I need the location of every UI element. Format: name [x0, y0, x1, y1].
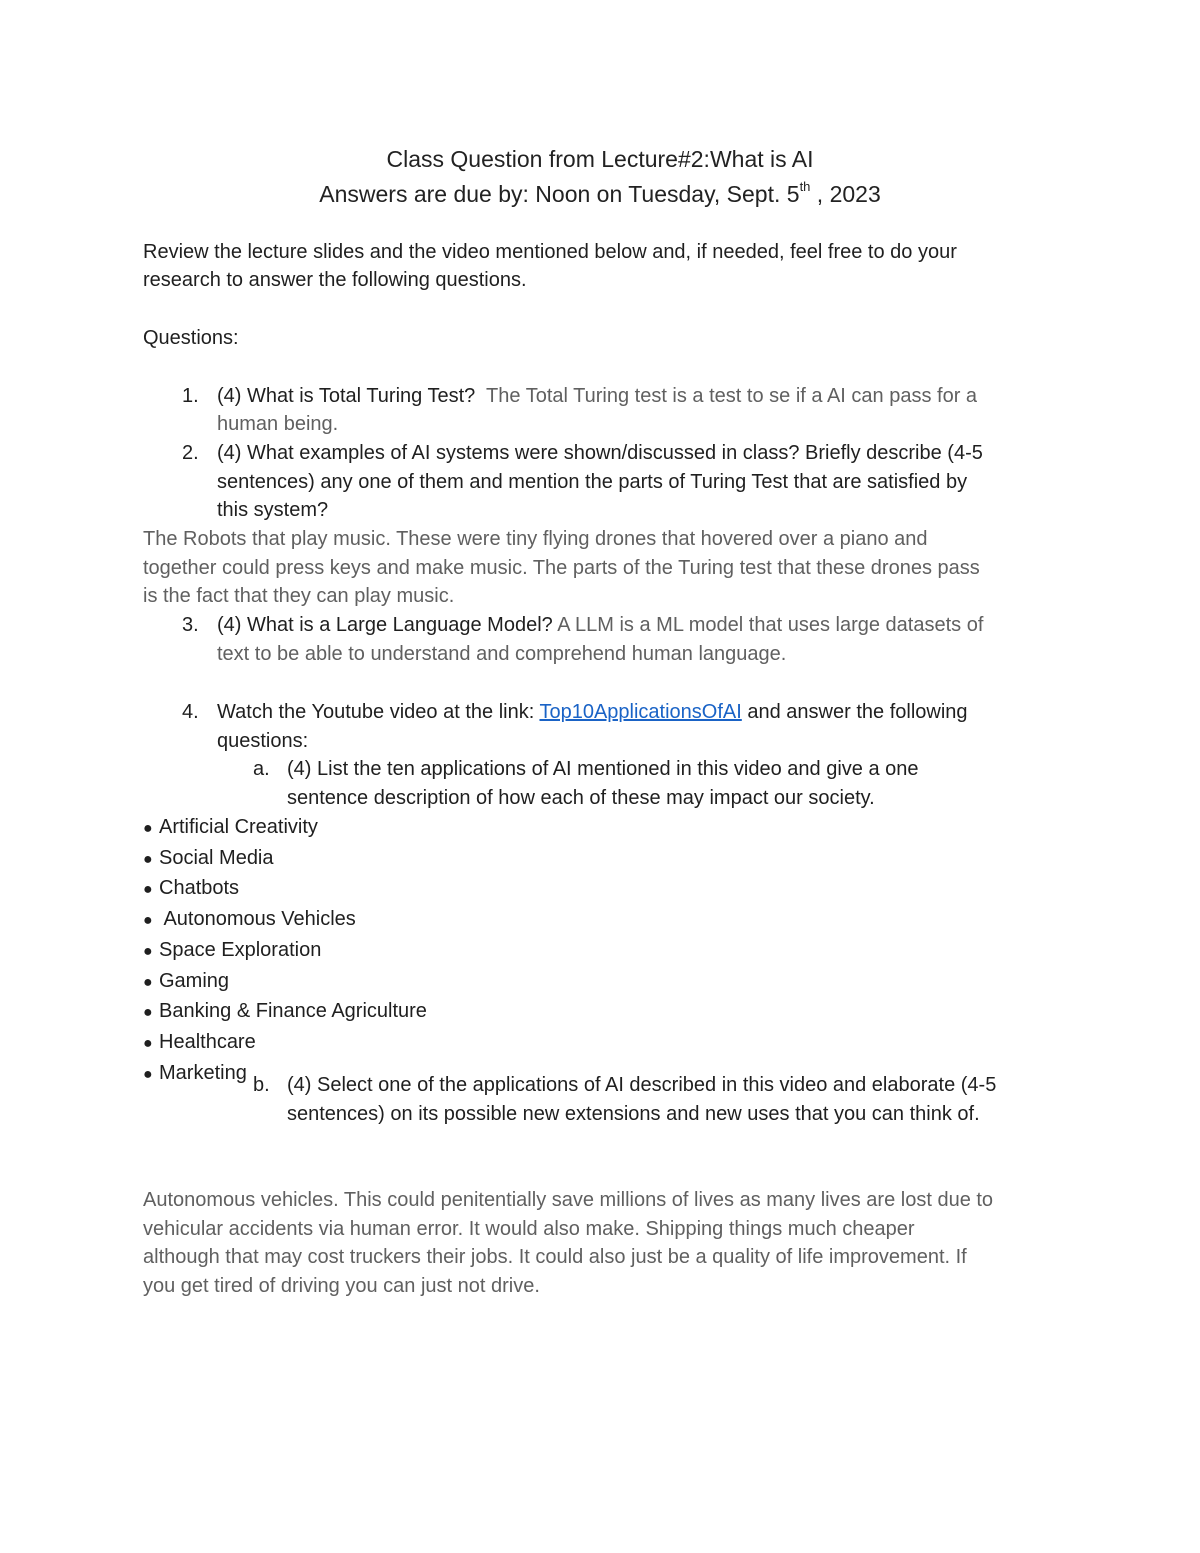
due-date-text: Answers are due by: Noon on Tuesday, Sept. 5 — [319, 181, 800, 207]
list-item — [143, 936, 427, 967]
bullet-icon: ● — [143, 820, 153, 837]
list-item — [143, 844, 427, 875]
list-item-text: Social Media — [159, 846, 274, 869]
q4b-letter: b. — [253, 1074, 270, 1096]
questions-label: Questions: — [143, 327, 239, 349]
applications-list — [143, 813, 427, 1089]
bullet-icon: ● — [143, 881, 153, 899]
q1-question: (4) What is Total Turing Test? — [217, 385, 476, 407]
q4-line-1-suffix: and answer the following — [747, 701, 968, 723]
q2-line-3: this system? — [217, 499, 329, 521]
q4a-line-1: (4) List the ten applications of AI mentioned in this video and give a one — [287, 758, 919, 780]
list-item-text: Gaming — [159, 969, 230, 992]
list-item-text: Space Exploration — [159, 938, 322, 961]
list-item — [143, 813, 427, 844]
video-link[interactable]: Top10ApplicationsOfAI — [539, 701, 742, 723]
due-date-year: , 2023 — [810, 181, 881, 207]
q1-answer: The Total Turing test is a test to se if a AI can pass for a — [486, 385, 978, 407]
q2-line-2: sentences) any one of them and mention the parts of Turing Test that are satisfied by — [217, 471, 968, 493]
list-item — [143, 905, 427, 936]
q4-line-1 — [217, 698, 968, 727]
list-item — [143, 997, 427, 1028]
due-date-line — [0, 181, 1200, 208]
q4-line-2: questions: — [217, 730, 309, 752]
list-item — [143, 967, 427, 998]
list-item-text: Artificial Creativity — [159, 816, 318, 838]
q2-answer-line-1: The Robots that play music. These were tiny flying drones that hovered over a piano and — [143, 528, 928, 550]
bullet-icon: ● — [143, 1065, 153, 1083]
q2-number: 2. — [182, 442, 199, 464]
document-title: Class Question from Lecture#2:What is AI — [386, 146, 814, 172]
bullet-icon: ● — [143, 850, 153, 868]
q4a-line-2: sentence description of how each of these may impact our society. — [287, 787, 875, 809]
q1-answer-line-2: human being. — [217, 413, 339, 435]
final-answer-line-1: Autonomous vehicles. This could penitentially save millions of lives as many lives are lost due to — [143, 1189, 994, 1211]
final-answer-line-3: although that may cost truckers their jobs. It could also just be a quality of life improvement. If — [143, 1246, 967, 1268]
intro-line-1: Review the lecture slides and the video mentioned below and, if needed, feel free to do your — [143, 241, 957, 263]
bullet-icon: ● — [143, 973, 153, 991]
q2-answer-line-3: is the fact that they can play music. — [143, 585, 455, 607]
q4b-line-1: (4) Select one of the applications of AI described in this video and elaborate (4-5 — [287, 1074, 997, 1096]
due-date-superscript: th — [799, 179, 811, 194]
list-item — [143, 1028, 427, 1059]
list-item-text: Healthcare — [159, 1030, 256, 1053]
bullet-icon: ● — [143, 1004, 153, 1022]
q2-answer-line-2: together could press keys and make music. The parts of the Turing test that these drones pass — [143, 557, 980, 579]
q2-line-1: (4) What examples of AI systems were shown/discussed in class? Briefly describe (4-5 — [217, 442, 983, 464]
q4a-letter: a. — [253, 758, 270, 780]
list-item-text: Autonomous Vehicles — [159, 908, 356, 931]
q3-answer-line-2: text to be able to understand and comprehend human language. — [217, 643, 787, 665]
list-item-text: Banking & Finance Agriculture — [159, 1000, 427, 1023]
bullet-icon: ● — [143, 942, 153, 960]
list-item-text: Marketing — [159, 1061, 247, 1084]
q3-number: 3. — [182, 614, 199, 636]
q4b-line-2: sentences) on its possible new extensions and new uses that you can think of. — [287, 1103, 980, 1125]
q3-question: (4) What is a Large Language Model? — [217, 614, 553, 636]
q1-number: 1. — [182, 385, 199, 407]
q3-line — [217, 611, 983, 640]
list-item-text: Chatbots — [159, 877, 240, 900]
bullet-icon: ● — [143, 1034, 153, 1052]
final-answer-line-2: vehicular accidents via human error. It would also make. Shipping things much cheaper — [143, 1218, 915, 1240]
q3-answer: A LLM is a ML model that uses large datasets of — [557, 614, 984, 636]
intro-line-2: research to answer the following questions. — [143, 269, 527, 291]
q1-line — [217, 382, 977, 411]
q4-number: 4. — [182, 701, 199, 723]
list-item — [143, 874, 427, 905]
final-answer-line-4: you get tired of driving you can just not drive. — [143, 1275, 540, 1297]
q4-line-1-prefix: Watch the Youtube video at the link: — [217, 701, 535, 723]
bullet-icon: ● — [143, 912, 153, 930]
